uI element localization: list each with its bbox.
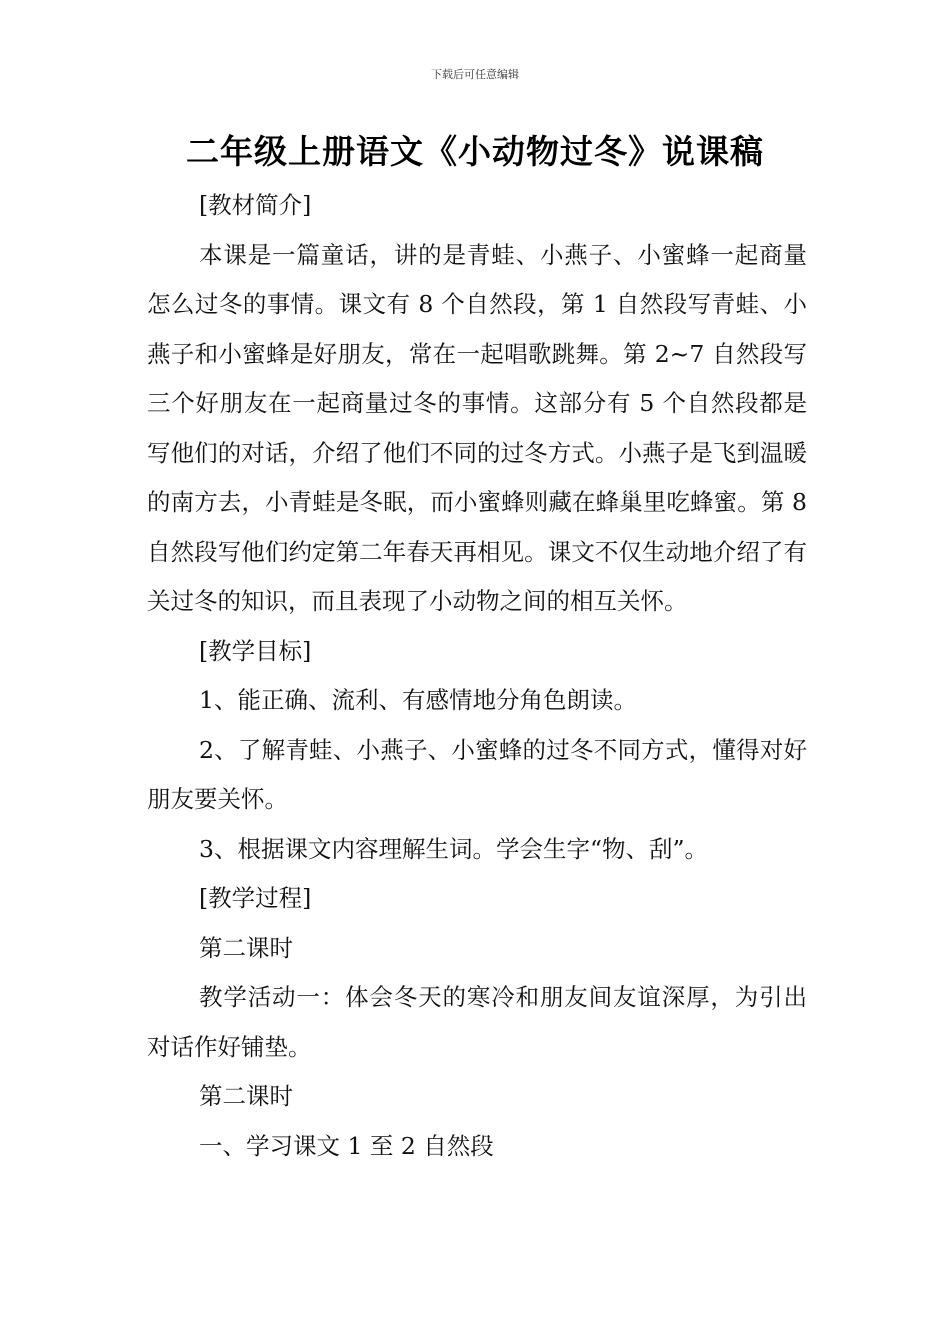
document-body xyxy=(147,181,807,1171)
section-heading-textbook-intro: [教材简介] xyxy=(199,191,312,219)
paragraph-textbook-intro: 本课是一篇童话，讲的是青蛙、小燕子、小蜜蜂一起商量怎么过冬的事情。课文有 8 个自然段，第 1 自然段写青蛙、小燕子和小蜜蜂是好朋友，常在一起唱歌跳舞。第 2~7 自然段写三个好朋友在一起商量过冬的事情。这部分有 5 个自然段都是写他们的对话，介绍了他们不同的过冬方式。小燕子是飞到温暖的南方去，小青蛙是冬眠，而小蜜蜂则藏在蜂巢里吃蜂蜜。第 8 自然段写他们约定第二年春天再相见。课文不仅生动地介绍了有关过冬的知识，而且表现了小动物之间的相互关怀。 xyxy=(147,240,807,615)
lesson-label-1: 第二课时 xyxy=(199,933,293,962)
document-title: 二年级上册语文《小动物过冬》说课稿 xyxy=(186,132,764,171)
goal-item-3: 3、根据课文内容理解生词。学会生字“物、刮”。 xyxy=(199,834,708,863)
section-heading-teaching-goals: [教学目标] xyxy=(199,636,312,665)
step-heading-1: 一、学习课文 1 至 2 自然段 xyxy=(199,1131,494,1160)
goal-item-2: 2、了解青蛙、小燕子、小蜜蜂的过冬不同方式，懂得对好朋友要关怀。 xyxy=(147,735,807,813)
lesson-label-2: 第二课时 xyxy=(199,1082,293,1110)
goal-item-1: 1、能正确、流利、有感情地分角色朗读。 xyxy=(199,686,637,714)
teaching-activity-1: 教学活动一：体会冬天的寒冷和朋友间友谊深厚，为引出对话作好铺垫。 xyxy=(147,983,807,1061)
header-note: 下载后可任意编辑 xyxy=(431,68,519,81)
section-heading-teaching-process: [教学过程] xyxy=(199,884,312,912)
